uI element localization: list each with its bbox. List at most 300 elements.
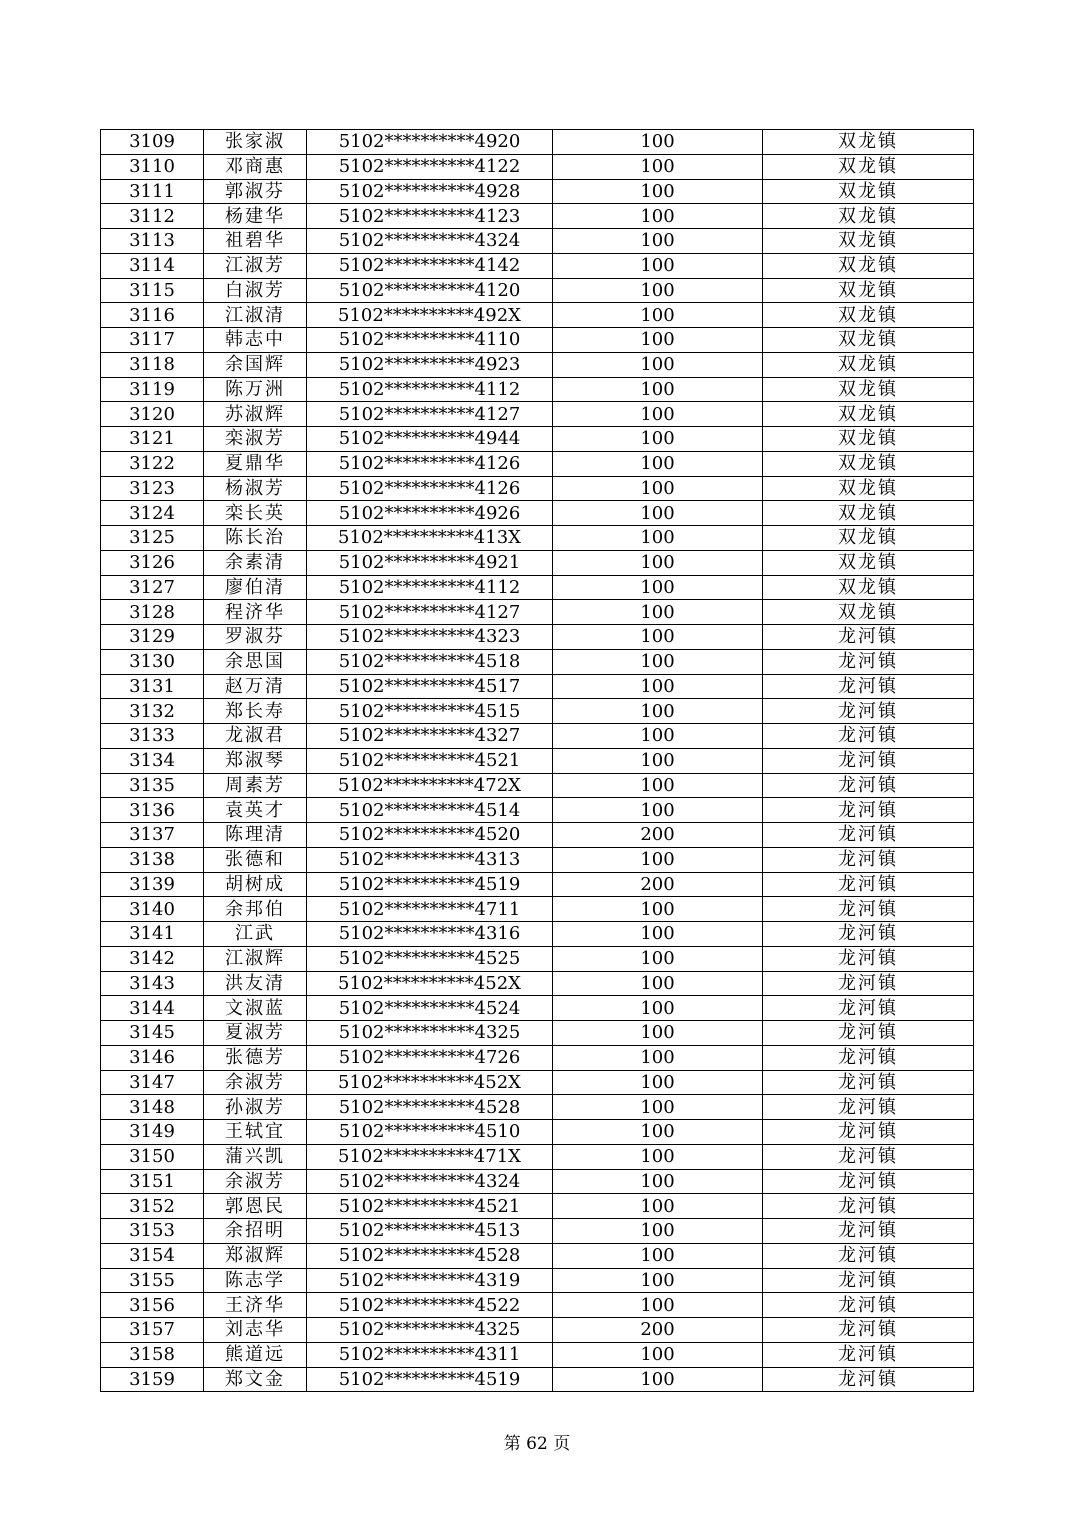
table-row (101, 625, 974, 650)
cell-id-number: 5102**********4520 (307, 823, 553, 848)
cell-name: 栾长英 (204, 501, 307, 526)
cell-serial: 3121 (101, 427, 204, 452)
cell-id-number: 5102**********4112 (307, 575, 553, 600)
cell-amount: 200 (553, 872, 763, 897)
cell-id-number: 5102**********4517 (307, 674, 553, 699)
cell-town: 双龙镇 (763, 575, 974, 600)
cell-town: 双龙镇 (763, 402, 974, 427)
cell-serial: 3127 (101, 575, 204, 600)
cell-town: 龙河镇 (763, 649, 974, 674)
cell-amount: 100 (553, 575, 763, 600)
cell-amount: 100 (553, 1219, 763, 1244)
cell-amount: 100 (553, 1293, 763, 1318)
cell-id-number: 5102**********4325 (307, 1318, 553, 1343)
cell-serial: 3116 (101, 303, 204, 328)
cell-name: 周素芳 (204, 773, 307, 798)
cell-serial: 3150 (101, 1144, 204, 1169)
cell-serial: 3152 (101, 1194, 204, 1219)
cell-amount: 100 (553, 649, 763, 674)
cell-id-number: 5102**********4510 (307, 1120, 553, 1145)
cell-town: 双龙镇 (763, 501, 974, 526)
cell-id-number: 5102**********4519 (307, 872, 553, 897)
cell-town: 龙河镇 (763, 946, 974, 971)
table-row (101, 724, 974, 749)
cell-town: 龙河镇 (763, 724, 974, 749)
cell-id-number: 5102**********452X (307, 1070, 553, 1095)
cell-id-number: 5102**********4519 (307, 1367, 553, 1392)
cell-town: 龙河镇 (763, 1120, 974, 1145)
cell-id-number: 5102**********472X (307, 773, 553, 798)
cell-name: 胡树成 (204, 872, 307, 897)
table-row (101, 1367, 974, 1392)
cell-serial: 3125 (101, 526, 204, 551)
cell-id-number: 5102**********413X (307, 526, 553, 551)
cell-town: 龙河镇 (763, 1243, 974, 1268)
cell-name: 陈万洲 (204, 377, 307, 402)
cell-id-number: 5102**********4521 (307, 1194, 553, 1219)
table-row (101, 526, 974, 551)
table-row (101, 402, 974, 427)
cell-id-number: 5102**********4921 (307, 550, 553, 575)
cell-name: 廖伯清 (204, 575, 307, 600)
cell-amount: 100 (553, 1268, 763, 1293)
cell-amount: 100 (553, 253, 763, 278)
table-row (101, 748, 974, 773)
cell-amount: 100 (553, 427, 763, 452)
cell-name: 张家淑 (204, 130, 307, 155)
cell-amount: 100 (553, 674, 763, 699)
cell-amount: 100 (553, 1144, 763, 1169)
cell-name: 夏淑芳 (204, 1021, 307, 1046)
cell-name: 江淑辉 (204, 946, 307, 971)
cell-town: 龙河镇 (763, 674, 974, 699)
cell-amount: 100 (553, 625, 763, 650)
cell-serial: 3117 (101, 328, 204, 353)
table-row (101, 1243, 974, 1268)
cell-amount: 100 (553, 847, 763, 872)
cell-id-number: 5102**********4126 (307, 476, 553, 501)
cell-town: 双龙镇 (763, 303, 974, 328)
cell-amount: 100 (553, 996, 763, 1021)
table-row (101, 303, 974, 328)
cell-town: 龙河镇 (763, 1318, 974, 1343)
cell-town: 龙河镇 (763, 1021, 974, 1046)
table-row (101, 328, 974, 353)
cell-amount: 100 (553, 130, 763, 155)
cell-amount: 100 (553, 1095, 763, 1120)
cell-id-number: 5102**********4313 (307, 847, 553, 872)
cell-serial: 3123 (101, 476, 204, 501)
cell-serial: 3141 (101, 922, 204, 947)
table-row (101, 575, 974, 600)
table-row (101, 872, 974, 897)
cell-amount: 200 (553, 1318, 763, 1343)
table-row (101, 798, 974, 823)
cell-id-number: 5102**********4316 (307, 922, 553, 947)
cell-amount: 100 (553, 922, 763, 947)
cell-id-number: 5102**********4325 (307, 1021, 553, 1046)
table-row (101, 130, 974, 155)
cell-serial: 3110 (101, 154, 204, 179)
table-row (101, 1318, 974, 1343)
cell-id-number: 5102**********4920 (307, 130, 553, 155)
cell-town: 龙河镇 (763, 1169, 974, 1194)
cell-town: 双龙镇 (763, 179, 974, 204)
cell-amount: 100 (553, 1169, 763, 1194)
table-row (101, 253, 974, 278)
table-row (101, 823, 974, 848)
cell-amount: 100 (553, 1367, 763, 1392)
table-row (101, 1045, 974, 1070)
cell-name: 王济华 (204, 1293, 307, 1318)
cell-town: 龙河镇 (763, 872, 974, 897)
cell-serial: 3115 (101, 278, 204, 303)
table-row (101, 699, 974, 724)
cell-serial: 3145 (101, 1021, 204, 1046)
cell-town: 双龙镇 (763, 278, 974, 303)
cell-serial: 3151 (101, 1169, 204, 1194)
cell-town: 龙河镇 (763, 798, 974, 823)
cell-amount: 100 (553, 699, 763, 724)
table-row (101, 1194, 974, 1219)
cell-amount: 100 (553, 476, 763, 501)
table-row (101, 1342, 974, 1367)
cell-id-number: 5102**********492X (307, 303, 553, 328)
table-row (101, 154, 974, 179)
cell-id-number: 5102**********4926 (307, 501, 553, 526)
cell-town: 双龙镇 (763, 204, 974, 229)
cell-id-number: 5102**********4524 (307, 996, 553, 1021)
cell-name: 余思国 (204, 649, 307, 674)
cell-id-number: 5102**********4528 (307, 1243, 553, 1268)
cell-name: 余素清 (204, 550, 307, 575)
cell-id-number: 5102**********4514 (307, 798, 553, 823)
cell-town: 双龙镇 (763, 229, 974, 254)
cell-name: 余国辉 (204, 352, 307, 377)
cell-id-number: 5102**********4522 (307, 1293, 553, 1318)
cell-town: 双龙镇 (763, 451, 974, 476)
cell-serial: 3132 (101, 699, 204, 724)
cell-town: 龙河镇 (763, 1293, 974, 1318)
cell-name: 郑淑琴 (204, 748, 307, 773)
cell-town: 龙河镇 (763, 1045, 974, 1070)
data-table (100, 129, 974, 1392)
table-row (101, 451, 974, 476)
table-row (101, 996, 974, 1021)
cell-serial: 3114 (101, 253, 204, 278)
table-row (101, 1268, 974, 1293)
cell-id-number: 5102**********4319 (307, 1268, 553, 1293)
cell-amount: 100 (553, 1194, 763, 1219)
cell-serial: 3134 (101, 748, 204, 773)
cell-id-number: 5102**********4711 (307, 897, 553, 922)
cell-name: 夏鼎华 (204, 451, 307, 476)
cell-id-number: 5102**********4518 (307, 649, 553, 674)
cell-town: 龙河镇 (763, 1367, 974, 1392)
cell-id-number: 5102**********4513 (307, 1219, 553, 1244)
cell-town: 龙河镇 (763, 823, 974, 848)
cell-serial: 3157 (101, 1318, 204, 1343)
cell-name: 杨淑芳 (204, 476, 307, 501)
cell-name: 陈长治 (204, 526, 307, 551)
cell-town: 双龙镇 (763, 526, 974, 551)
table-row (101, 278, 974, 303)
cell-name: 赵万清 (204, 674, 307, 699)
cell-amount: 100 (553, 303, 763, 328)
cell-name: 苏淑辉 (204, 402, 307, 427)
cell-name: 孙淑芳 (204, 1095, 307, 1120)
cell-id-number: 5102**********4123 (307, 204, 553, 229)
cell-serial: 3144 (101, 996, 204, 1021)
cell-town: 龙河镇 (763, 1144, 974, 1169)
cell-amount: 100 (553, 550, 763, 575)
cell-name: 邓商惠 (204, 154, 307, 179)
cell-id-number: 5102**********4126 (307, 451, 553, 476)
cell-serial: 3113 (101, 229, 204, 254)
cell-name: 郑淑辉 (204, 1243, 307, 1268)
cell-town: 龙河镇 (763, 1342, 974, 1367)
cell-name: 洪友清 (204, 971, 307, 996)
cell-name: 袁英才 (204, 798, 307, 823)
cell-name: 祖碧华 (204, 229, 307, 254)
cell-amount: 100 (553, 204, 763, 229)
cell-amount: 100 (553, 402, 763, 427)
cell-amount: 100 (553, 1120, 763, 1145)
cell-serial: 3142 (101, 946, 204, 971)
cell-town: 双龙镇 (763, 550, 974, 575)
cell-id-number: 5102**********4324 (307, 1169, 553, 1194)
cell-id-number: 5102**********4120 (307, 278, 553, 303)
cell-name: 江淑芳 (204, 253, 307, 278)
table-row (101, 550, 974, 575)
cell-name: 龙淑君 (204, 724, 307, 749)
cell-town: 双龙镇 (763, 427, 974, 452)
cell-name: 张德芳 (204, 1045, 307, 1070)
table-row (101, 204, 974, 229)
cell-id-number: 5102**********4323 (307, 625, 553, 650)
table-row (101, 897, 974, 922)
cell-amount: 100 (553, 1342, 763, 1367)
cell-serial: 3135 (101, 773, 204, 798)
cell-serial: 3111 (101, 179, 204, 204)
cell-town: 龙河镇 (763, 699, 974, 724)
cell-name: 陈理清 (204, 823, 307, 848)
cell-serial: 3133 (101, 724, 204, 749)
cell-serial: 3138 (101, 847, 204, 872)
cell-amount: 100 (553, 1045, 763, 1070)
cell-town: 龙河镇 (763, 1219, 974, 1244)
cell-amount: 100 (553, 526, 763, 551)
cell-serial: 3137 (101, 823, 204, 848)
table-row (101, 229, 974, 254)
cell-serial: 3154 (101, 1243, 204, 1268)
cell-id-number: 5102**********452X (307, 971, 553, 996)
cell-town: 双龙镇 (763, 600, 974, 625)
cell-town: 龙河镇 (763, 847, 974, 872)
cell-name: 王轼宜 (204, 1120, 307, 1145)
table-row (101, 1120, 974, 1145)
cell-amount: 100 (553, 278, 763, 303)
cell-id-number: 5102**********4327 (307, 724, 553, 749)
cell-town: 双龙镇 (763, 476, 974, 501)
table-row (101, 1293, 974, 1318)
cell-amount: 100 (553, 724, 763, 749)
cell-name: 郑长寿 (204, 699, 307, 724)
cell-serial: 3126 (101, 550, 204, 575)
cell-serial: 3118 (101, 352, 204, 377)
table-row (101, 674, 974, 699)
cell-town: 双龙镇 (763, 352, 974, 377)
cell-town: 龙河镇 (763, 625, 974, 650)
table-row (101, 649, 974, 674)
cell-id-number: 5102**********4525 (307, 946, 553, 971)
cell-amount: 100 (553, 377, 763, 402)
cell-id-number: 5102**********4944 (307, 427, 553, 452)
cell-amount: 100 (553, 773, 763, 798)
cell-amount: 100 (553, 352, 763, 377)
cell-amount: 100 (553, 229, 763, 254)
cell-name: 刘志华 (204, 1318, 307, 1343)
cell-serial: 3136 (101, 798, 204, 823)
table-body (101, 130, 974, 1392)
table-row (101, 1021, 974, 1046)
cell-serial: 3119 (101, 377, 204, 402)
cell-name: 江武 (204, 922, 307, 947)
table-row (101, 971, 974, 996)
cell-name: 余招明 (204, 1219, 307, 1244)
cell-town: 龙河镇 (763, 1095, 974, 1120)
cell-name: 栾淑芳 (204, 427, 307, 452)
cell-serial: 3129 (101, 625, 204, 650)
cell-serial: 3112 (101, 204, 204, 229)
table-row (101, 1070, 974, 1095)
table-row (101, 377, 974, 402)
cell-town: 双龙镇 (763, 253, 974, 278)
cell-serial: 3139 (101, 872, 204, 897)
cell-amount: 100 (553, 328, 763, 353)
cell-amount: 100 (553, 451, 763, 476)
cell-name: 罗淑芬 (204, 625, 307, 650)
cell-id-number: 5102**********471X (307, 1144, 553, 1169)
cell-serial: 3147 (101, 1070, 204, 1095)
cell-name: 韩志中 (204, 328, 307, 353)
cell-serial: 3130 (101, 649, 204, 674)
cell-id-number: 5102**********4127 (307, 402, 553, 427)
cell-amount: 100 (553, 971, 763, 996)
table-row (101, 773, 974, 798)
cell-id-number: 5102**********4110 (307, 328, 553, 353)
cell-town: 双龙镇 (763, 377, 974, 402)
table-row (101, 476, 974, 501)
cell-id-number: 5102**********4112 (307, 377, 553, 402)
cell-town: 双龙镇 (763, 154, 974, 179)
cell-id-number: 5102**********4928 (307, 179, 553, 204)
cell-serial: 3159 (101, 1367, 204, 1392)
cell-serial: 3158 (101, 1342, 204, 1367)
cell-name: 白淑芳 (204, 278, 307, 303)
cell-amount: 100 (553, 1021, 763, 1046)
cell-serial: 3122 (101, 451, 204, 476)
cell-town: 龙河镇 (763, 1070, 974, 1095)
cell-amount: 200 (553, 823, 763, 848)
table-row (101, 1219, 974, 1244)
table-row (101, 1144, 974, 1169)
cell-serial: 3131 (101, 674, 204, 699)
cell-name: 余邦伯 (204, 897, 307, 922)
table-row (101, 352, 974, 377)
cell-id-number: 5102**********4515 (307, 699, 553, 724)
cell-serial: 3149 (101, 1120, 204, 1145)
cell-serial: 3120 (101, 402, 204, 427)
cell-id-number: 5102**********4127 (307, 600, 553, 625)
cell-name: 文淑蓝 (204, 996, 307, 1021)
cell-town: 龙河镇 (763, 897, 974, 922)
cell-amount: 100 (553, 748, 763, 773)
cell-town: 双龙镇 (763, 130, 974, 155)
cell-town: 龙河镇 (763, 773, 974, 798)
cell-name: 陈志学 (204, 1268, 307, 1293)
cell-id-number: 5102**********4142 (307, 253, 553, 278)
cell-name: 杨建华 (204, 204, 307, 229)
cell-serial: 3109 (101, 130, 204, 155)
cell-id-number: 5102**********4311 (307, 1342, 553, 1367)
table-row (101, 922, 974, 947)
cell-amount: 100 (553, 946, 763, 971)
cell-serial: 3146 (101, 1045, 204, 1070)
cell-serial: 3148 (101, 1095, 204, 1120)
cell-town: 龙河镇 (763, 971, 974, 996)
cell-serial: 3153 (101, 1219, 204, 1244)
table-row (101, 179, 974, 204)
cell-amount: 100 (553, 1243, 763, 1268)
cell-id-number: 5102**********4122 (307, 154, 553, 179)
cell-town: 龙河镇 (763, 996, 974, 1021)
cell-amount: 100 (553, 897, 763, 922)
table-row (101, 946, 974, 971)
cell-serial: 3156 (101, 1293, 204, 1318)
cell-town: 龙河镇 (763, 922, 974, 947)
table-row (101, 1095, 974, 1120)
cell-id-number: 5102**********4528 (307, 1095, 553, 1120)
cell-amount: 100 (553, 501, 763, 526)
cell-name: 郭淑芬 (204, 179, 307, 204)
cell-amount: 100 (553, 600, 763, 625)
cell-id-number: 5102**********4726 (307, 1045, 553, 1070)
cell-name: 程济华 (204, 600, 307, 625)
table-row (101, 847, 974, 872)
cell-serial: 3140 (101, 897, 204, 922)
cell-name: 张德和 (204, 847, 307, 872)
cell-town: 双龙镇 (763, 328, 974, 353)
cell-name: 余淑芳 (204, 1169, 307, 1194)
cell-name: 熊道远 (204, 1342, 307, 1367)
cell-name: 郭恩民 (204, 1194, 307, 1219)
cell-amount: 100 (553, 179, 763, 204)
cell-town: 龙河镇 (763, 1268, 974, 1293)
table-row (101, 1169, 974, 1194)
cell-amount: 100 (553, 798, 763, 823)
cell-name: 江淑清 (204, 303, 307, 328)
cell-serial: 3143 (101, 971, 204, 996)
cell-serial: 3155 (101, 1268, 204, 1293)
cell-id-number: 5102**********4324 (307, 229, 553, 254)
table-row (101, 427, 974, 452)
table-row (101, 600, 974, 625)
cell-id-number: 5102**********4923 (307, 352, 553, 377)
cell-id-number: 5102**********4521 (307, 748, 553, 773)
cell-name: 蒲兴凯 (204, 1144, 307, 1169)
cell-town: 龙河镇 (763, 748, 974, 773)
